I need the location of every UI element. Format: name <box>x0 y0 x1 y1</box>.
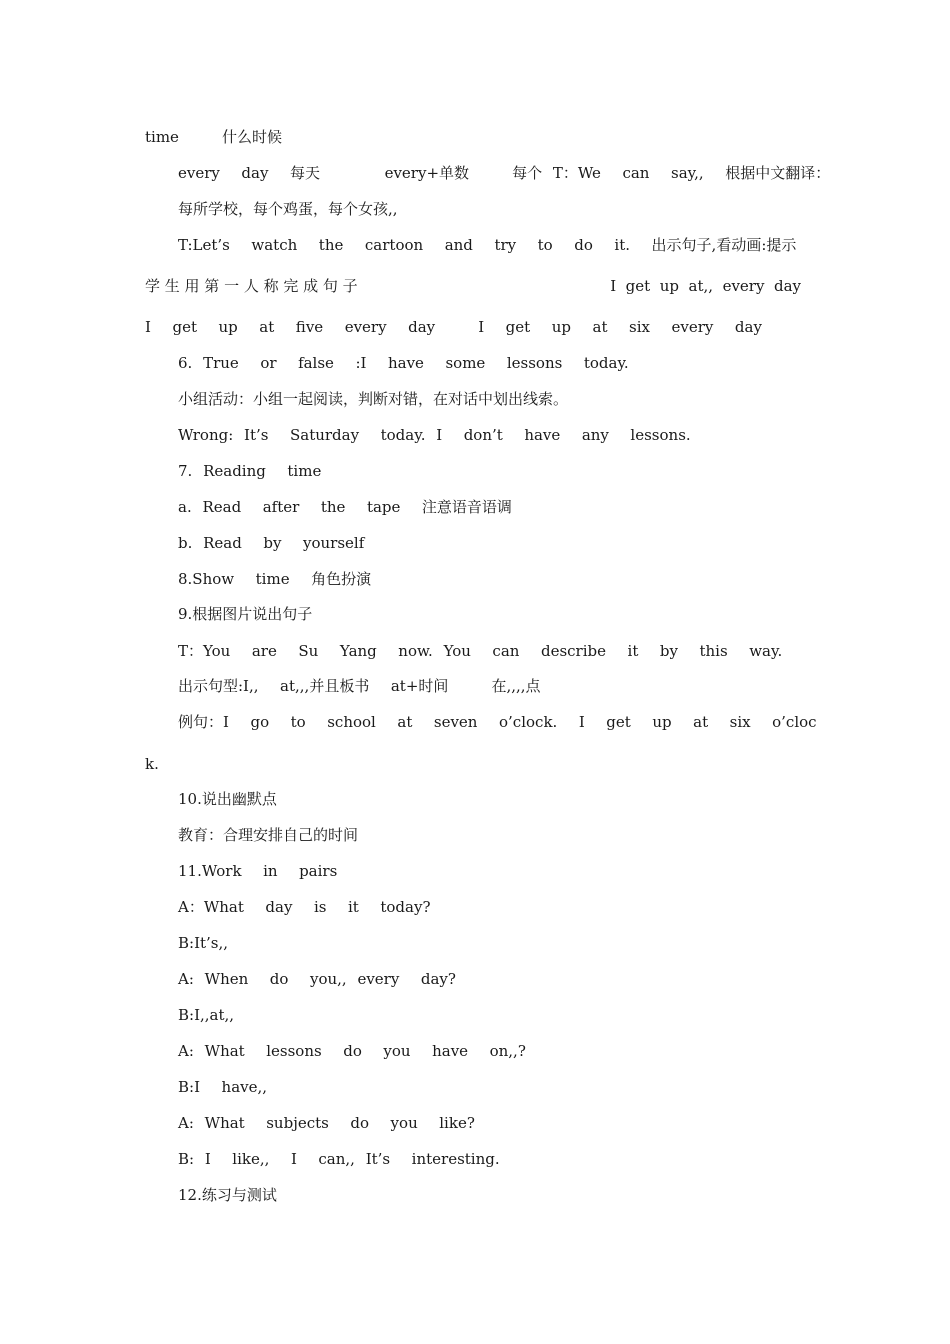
text-line-read-after-tape: a. Read after the tape 注意语音语调 <box>178 498 512 516</box>
text-first-person-prompt: 学 生 用 第 一 人 称 完 成 句 子 <box>145 277 358 295</box>
text-line-dialog-b3: B:I have,, <box>178 1078 268 1096</box>
text-line-example: 例句：I go to school at seven o’clock. I get up at six o’cloc <box>178 713 817 731</box>
text-line-dialog-a1: A：What day is it today? <box>178 898 431 916</box>
text-line-education: 教育：合理安排自己的时间 <box>178 826 359 844</box>
text-line-watch-cartoon: T:Let’s watch the cartoon and try to do it. 出示句子,看动画:提示 <box>178 236 797 254</box>
text-line-group-activity: 小组活动：小组一起阅读，判断对错，在对话中划出线索。 <box>178 390 569 408</box>
text-line-first-person <box>145 276 807 296</box>
text-line-every-day: every day 每天 every+单数 每个 T：We can say,, 根据中文翻译： <box>178 164 831 182</box>
text-line-practice-test: 12.练习与测试 <box>178 1186 277 1204</box>
text-line-true-false: 6. True or false :I have some lessons today. <box>178 354 629 372</box>
text-line-you-are-su-yang: T：You are Su Yang now. You can describe it by this way. <box>178 642 783 660</box>
text-line-dialog-a2: A: When do you,, every day? <box>178 970 456 988</box>
text-line-read-by-yourself: b. Read by yourself <box>178 534 365 552</box>
text-line-show-time: 8.Show time 角色扮演 <box>178 570 372 588</box>
text-line-dialog-b4: B: I like,, I can,, It’s interesting. <box>178 1150 500 1168</box>
text-line-translation-examples: 每所学校，每个鸡蛋，每个女孩,, <box>178 200 398 218</box>
text-line-example-sentences: I get up at five every day I get up at six every day <box>145 318 762 336</box>
text-line-humor-point: 10.说出幽默点 <box>178 790 277 808</box>
text-line-describe-picture: 9.根据图片说出句子 <box>178 605 313 623</box>
text-line-example-wrap: k. <box>145 755 159 773</box>
text-sentence-pattern: I get up at,, every day <box>610 277 801 295</box>
text-line-dialog-b1: B:It’s,, <box>178 934 229 952</box>
text-line-dialog-a3: A: What lessons do you have on,,? <box>178 1042 526 1060</box>
text-line-dialog-b2: B:I,,at,, <box>178 1006 235 1024</box>
text-line-wrong-answer: Wrong: It’s Saturday today. I don’t have any lessons. <box>178 426 691 444</box>
text-line-work-in-pairs: 11.Work in pairs <box>178 862 338 880</box>
text-line-dialog-a4: A: What subjects do you like? <box>178 1114 475 1132</box>
text-line-sentence-pattern: 出示句型:I,, at,,,并且板书 at+时间 在,,,,点 <box>178 677 541 695</box>
text-line-time: time 什么时候 <box>145 128 282 146</box>
text-line-reading-time: 7. Reading time <box>178 462 322 480</box>
